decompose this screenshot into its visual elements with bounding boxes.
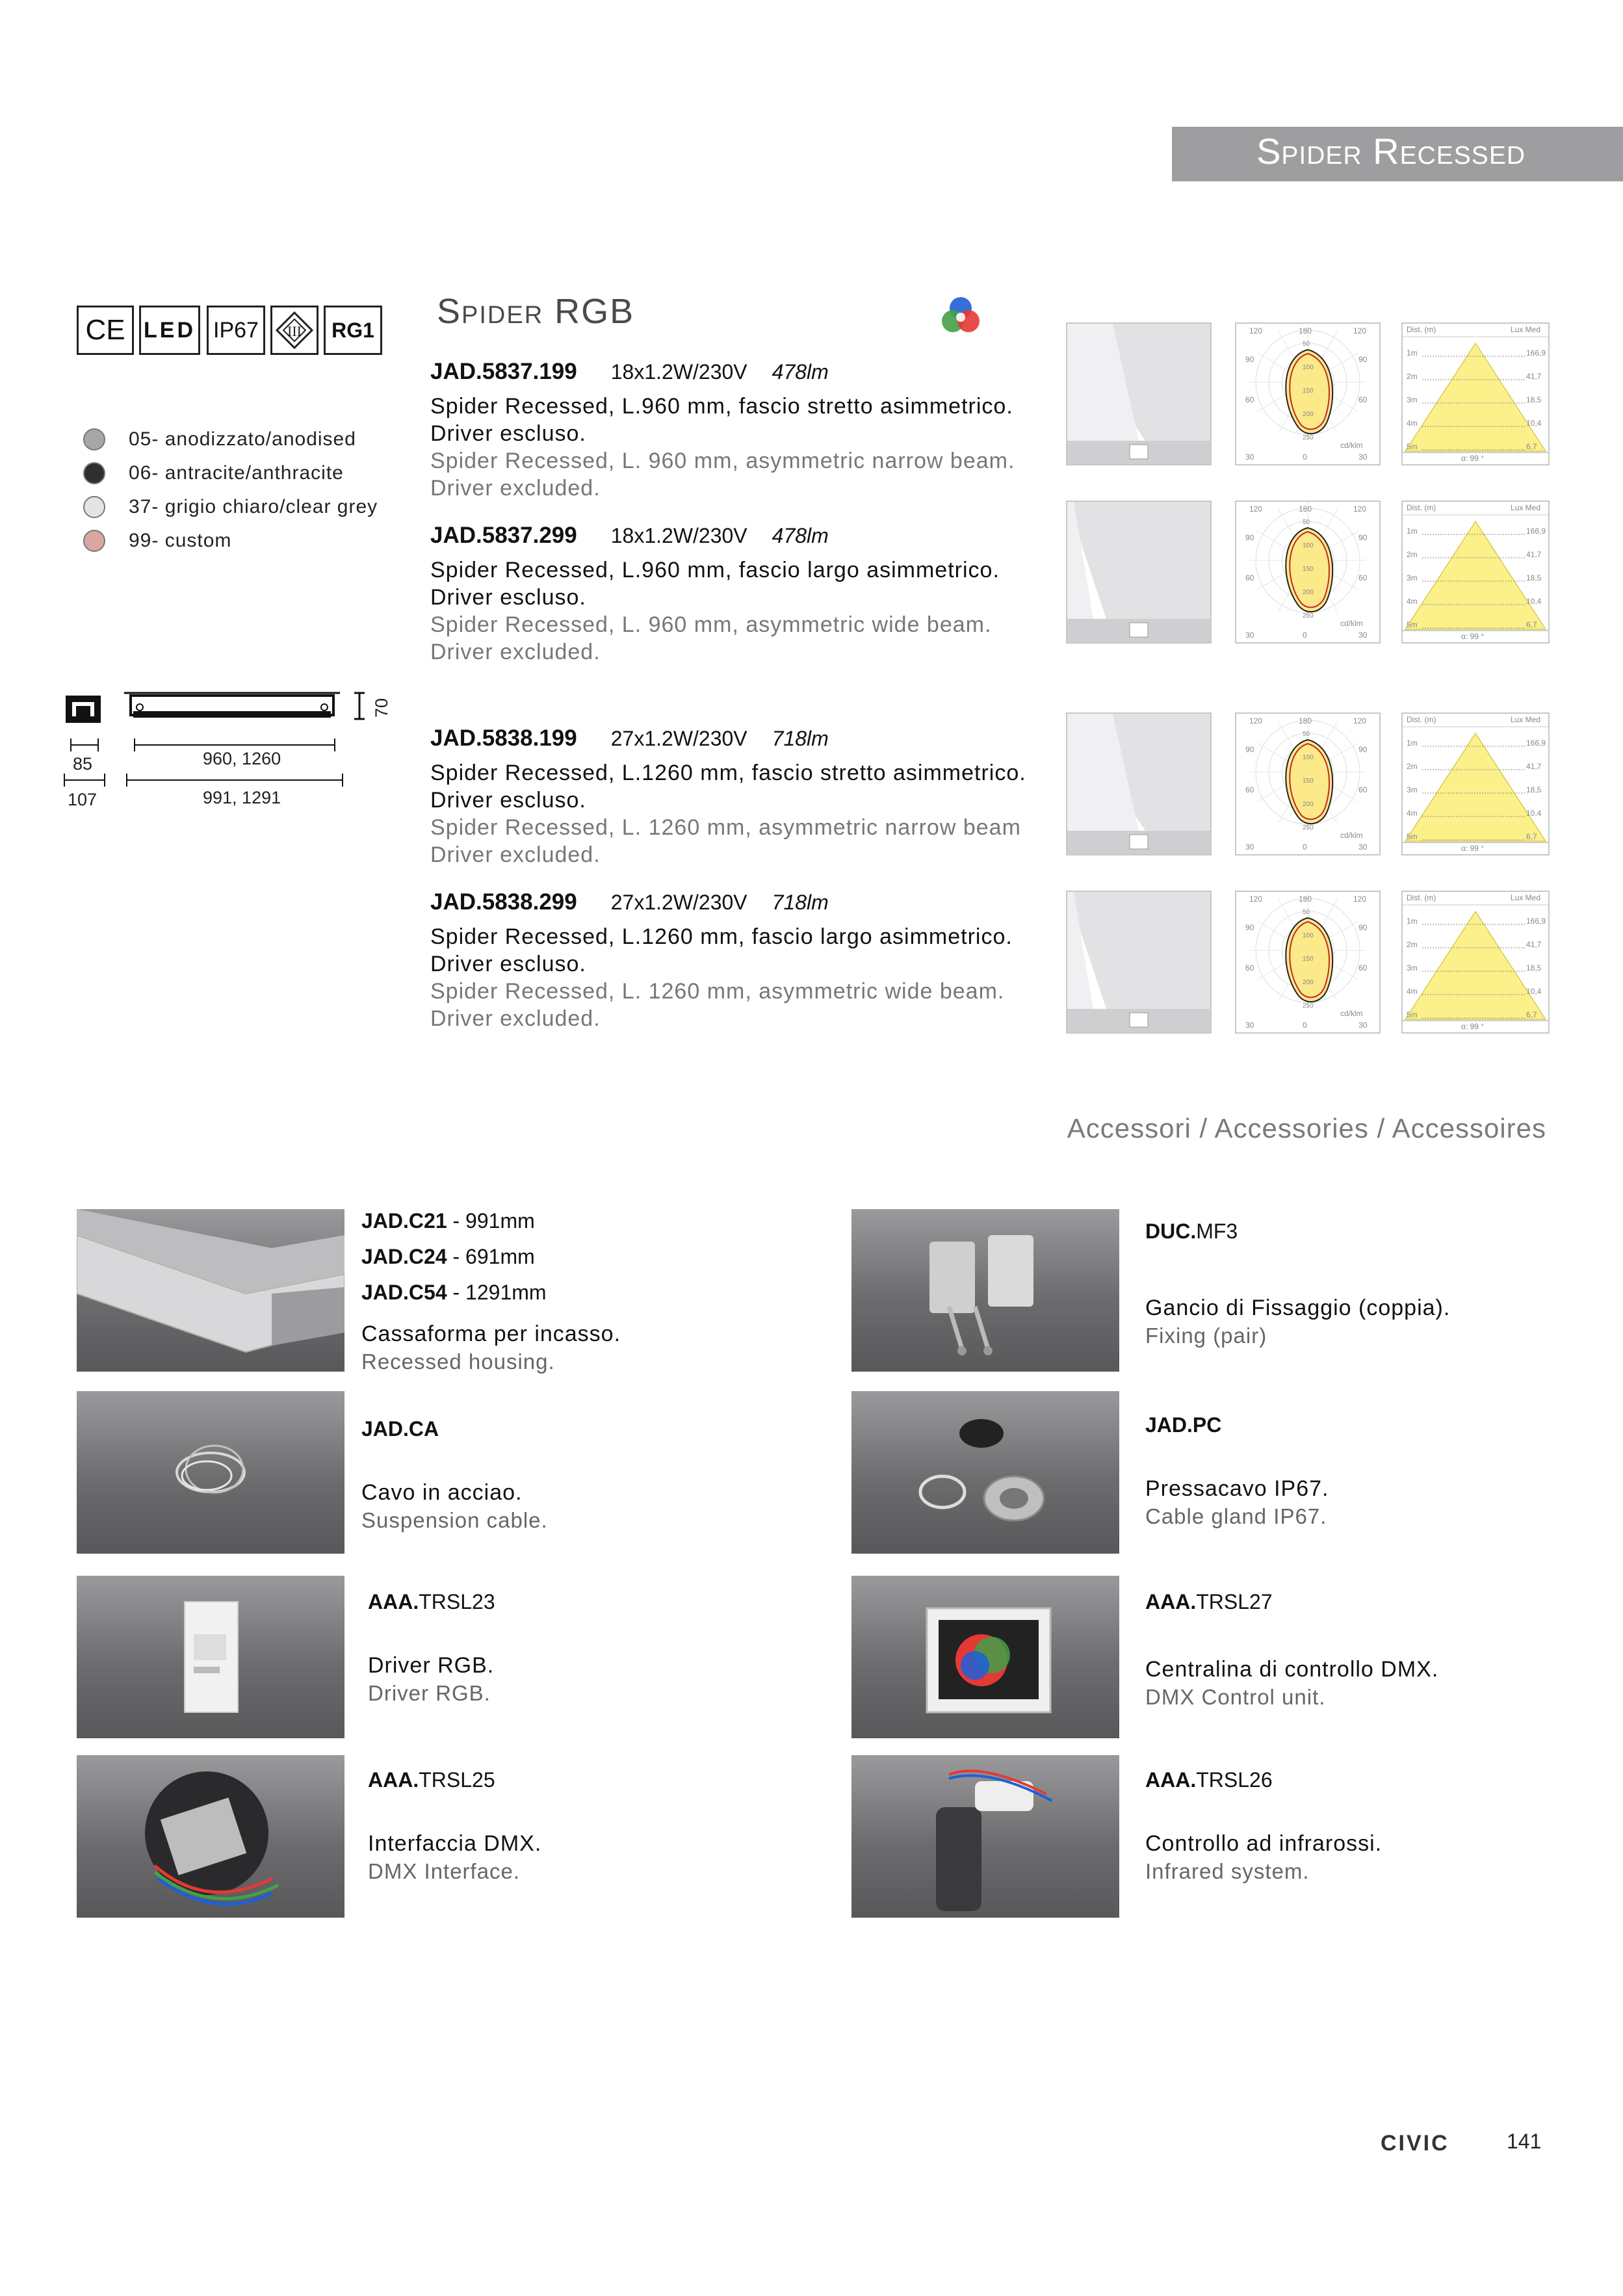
lux-row-distance: 4m xyxy=(1407,987,1418,996)
variant-desc-en: Spider Recessed, L. 960 mm, asymmetric narrow beam. xyxy=(430,449,1015,473)
lux-row-distance: 2m xyxy=(1407,762,1418,771)
accessory-code: JAD.CA xyxy=(361,1417,439,1441)
class-iii-badge xyxy=(270,306,318,355)
polar-unit-label: cd/klm xyxy=(1340,1009,1363,1018)
lux-row-value: 6,7 xyxy=(1526,620,1537,629)
variant-desc-it: Spider Recessed, L.960 mm, fascio stretto asimmetrico. xyxy=(430,394,1013,419)
lux-row-distance: 3m xyxy=(1407,395,1418,404)
dim-height: 70 xyxy=(372,698,391,718)
lux-row-value: 18,5 xyxy=(1526,785,1542,794)
polar-angle-label: 90 xyxy=(1358,533,1368,542)
lux-row-value: 18,5 xyxy=(1526,963,1542,972)
lux-header-distance: Dist. (m) xyxy=(1407,715,1436,724)
variant-spec: 18x1.2W/230V xyxy=(610,360,747,384)
accessory-code: DUC. xyxy=(1145,1220,1197,1243)
polar-ring-label: 150 xyxy=(1303,777,1314,785)
polar-angle-label: 90 xyxy=(1245,355,1254,364)
beam-diagram xyxy=(1066,891,1212,1034)
accessory-desc-en: Infrared system. xyxy=(1145,1859,1310,1883)
accessory-desc-en: Driver RGB. xyxy=(368,1681,491,1705)
variant-lumen: 478lm xyxy=(772,524,829,547)
page-number: 141 xyxy=(1507,2130,1542,2153)
accessory-code: JAD.C24 xyxy=(361,1245,447,1268)
finish-label: 99- custom xyxy=(129,530,232,551)
polar-angle-label: 90 xyxy=(1245,533,1254,542)
accessory-desc-it: Gancio di Fissaggio (coppia). xyxy=(1145,1296,1451,1320)
accessory-code: JAD.C21 xyxy=(361,1209,447,1233)
finish-item xyxy=(83,426,378,452)
finish-item xyxy=(83,528,378,554)
lux-row-distance: 3m xyxy=(1407,573,1418,582)
polar-diagram xyxy=(1235,891,1381,1034)
lux-row-distance: 1m xyxy=(1407,348,1418,358)
polar-ring-label: 250 xyxy=(1303,1002,1314,1010)
polar-angle-label: 180 xyxy=(1299,326,1312,335)
lux-table xyxy=(1401,501,1550,644)
polar-ring-label: 100 xyxy=(1303,542,1314,549)
lux-row-value: 41,7 xyxy=(1526,372,1542,381)
polar-angle-label: 60 xyxy=(1245,573,1254,582)
polar-unit-label: cd/klm xyxy=(1340,619,1363,628)
lux-row-distance: 5m xyxy=(1407,620,1418,629)
lux-row-distance: 1m xyxy=(1407,738,1418,748)
accessory-infrared-system xyxy=(1145,1768,1382,1884)
accessory-suspension-cable xyxy=(361,1417,548,1533)
lux-row-distance: 5m xyxy=(1407,1010,1418,1019)
polar-angle-label: 30 xyxy=(1245,842,1254,852)
polar-ring-label: 100 xyxy=(1303,364,1314,371)
polar-ring-label: 50 xyxy=(1303,731,1310,738)
lux-table xyxy=(1401,712,1550,855)
beam-diagram xyxy=(1066,501,1212,644)
variant-3 xyxy=(430,725,1026,868)
rgb-icon xyxy=(939,294,983,338)
finish-swatch-clear-grey xyxy=(83,496,105,518)
polar-angle-label: 30 xyxy=(1358,1021,1368,1030)
ce-mark-icon: CE xyxy=(77,306,134,355)
variant-desc-it: Driver escluso. xyxy=(430,788,586,813)
variant-lumen: 718lm xyxy=(772,727,829,750)
variant-spec: 27x1.2W/230V xyxy=(610,891,747,914)
accessory-code-suffix: MF3 xyxy=(1196,1220,1238,1243)
polar-angle-label: 60 xyxy=(1245,963,1254,972)
lux-row-value: 10,4 xyxy=(1526,987,1542,996)
accessory-code: AAA. xyxy=(368,1590,419,1613)
polar-angle-label: 120 xyxy=(1353,504,1367,514)
variant-desc-it: Spider Recessed, L.1260 mm, fascio largo asimmetrico. xyxy=(430,924,1013,949)
accessory-code: JAD.C54 xyxy=(361,1281,447,1304)
variant-desc-it: Spider Recessed, L.960 mm, fascio largo asimmetrico. xyxy=(430,558,1000,582)
lux-row-distance: 1m xyxy=(1407,917,1418,926)
lux-angle-label: α: 99 ° xyxy=(1461,454,1485,463)
accessory-dmx-control-unit xyxy=(1145,1590,1438,1710)
lux-row-value: 6,7 xyxy=(1526,832,1537,841)
polar-diagram xyxy=(1235,712,1381,855)
polar-ring-label: 200 xyxy=(1303,411,1314,418)
polar-angle-label: 120 xyxy=(1249,716,1263,725)
variant-1 xyxy=(430,359,1015,502)
accessory-desc-en: DMX Interface. xyxy=(368,1859,521,1883)
polar-angle-label: 30 xyxy=(1358,452,1368,462)
lux-row-value: 18,5 xyxy=(1526,395,1542,404)
lux-angle-label: α: 99 ° xyxy=(1461,1022,1485,1031)
accessory-desc-en: Cable gland IP67. xyxy=(1145,1504,1327,1528)
polar-ring-label: 250 xyxy=(1303,612,1314,620)
accessory-fixing-pair xyxy=(1145,1220,1450,1348)
page-title: Spider Recessed xyxy=(1256,131,1526,172)
polar-angle-label: 0 xyxy=(1303,452,1307,462)
finish-swatch-anodised xyxy=(83,428,105,450)
variant-spec: 18x1.2W/230V xyxy=(610,524,747,547)
finish-label: 06- antracite/anthracite xyxy=(129,462,344,484)
polar-angle-label: 0 xyxy=(1303,631,1307,640)
lux-row-value: 18,5 xyxy=(1526,573,1542,582)
accessory-desc-it: Pressacavo IP67. xyxy=(1145,1476,1329,1501)
polar-angle-label: 90 xyxy=(1358,355,1368,364)
polar-ring-label: 200 xyxy=(1303,979,1314,986)
product-title: Spider RGB xyxy=(437,292,635,331)
accessory-code-suffix: - 691mm xyxy=(447,1245,535,1268)
finish-item xyxy=(83,460,378,486)
polar-ring-label: 100 xyxy=(1303,932,1314,939)
variant-code: JAD.5837.299 xyxy=(430,523,577,548)
accessory-code-suffix: - 991mm xyxy=(447,1209,535,1233)
polar-angle-label: 120 xyxy=(1353,716,1367,725)
accessory-dmx-interface xyxy=(368,1768,541,1884)
polar-ring-label: 150 xyxy=(1303,566,1314,573)
lux-row-distance: 2m xyxy=(1407,940,1418,949)
variant-code: JAD.5837.199 xyxy=(430,359,577,384)
dmx-interface-image xyxy=(77,1755,344,1918)
polar-angle-label: 60 xyxy=(1358,963,1368,972)
variant-desc-en: Driver excluded. xyxy=(430,476,601,501)
beam-diagram xyxy=(1066,322,1212,465)
finish-label: 37- grigio chiaro/clear grey xyxy=(129,496,378,517)
accessory-code-suffix: TRSL23 xyxy=(419,1590,495,1613)
dim-width-small: 85 xyxy=(73,754,93,774)
lux-header-distance: Dist. (m) xyxy=(1407,325,1436,334)
polar-angle-label: 0 xyxy=(1303,1021,1307,1030)
lux-row-distance: 5m xyxy=(1407,442,1418,451)
polar-ring-label: 100 xyxy=(1303,754,1314,761)
polar-angle-label: 90 xyxy=(1245,745,1254,754)
cable-gland-image xyxy=(851,1391,1119,1554)
lux-row-value: 166,9 xyxy=(1526,738,1546,748)
lux-row-value: 10,4 xyxy=(1526,597,1542,606)
dim-width-large: 107 xyxy=(68,790,97,809)
variant-desc-en: Driver excluded. xyxy=(430,640,601,664)
variant-lumen: 478lm xyxy=(772,360,829,384)
accessory-desc-it: Interfaccia DMX. xyxy=(368,1831,542,1856)
variant-desc-it: Driver escluso. xyxy=(430,421,586,446)
lux-row-distance: 2m xyxy=(1407,372,1418,381)
lux-row-value: 41,7 xyxy=(1526,550,1542,559)
variant-desc-en: Spider Recessed, L. 1260 mm, asymmetric narrow beam xyxy=(430,815,1021,840)
accessories-heading: Accessori / Accessories / Accessoires xyxy=(1067,1113,1546,1143)
ip67-badge: IP67 xyxy=(207,306,265,355)
beam-diagram xyxy=(1066,712,1212,855)
accessory-recessed-housing xyxy=(361,1209,621,1374)
accessory-cable-gland xyxy=(1145,1413,1329,1529)
lux-row-value: 6,7 xyxy=(1526,442,1537,451)
class-iii-icon xyxy=(274,310,315,350)
variant-4 xyxy=(430,889,1013,1032)
variant-desc-en: Driver excluded. xyxy=(430,842,601,867)
accessory-code: JAD.PC xyxy=(1145,1413,1222,1437)
lux-row-distance: 4m xyxy=(1407,809,1418,818)
polar-angle-label: 120 xyxy=(1249,326,1263,335)
variant-desc-it: Driver escluso. xyxy=(430,585,586,610)
polar-ring-label: 150 xyxy=(1303,387,1314,395)
lux-row-distance: 3m xyxy=(1407,785,1418,794)
lux-row-value: 6,7 xyxy=(1526,1010,1537,1019)
variant-desc-it: Driver escluso. xyxy=(430,952,586,976)
suspension-cable-image xyxy=(77,1391,344,1554)
lux-header-value: Lux Med xyxy=(1511,325,1541,334)
lux-table xyxy=(1401,891,1550,1034)
polar-unit-label: cd/klm xyxy=(1340,831,1363,840)
lux-row-distance: 3m xyxy=(1407,963,1418,972)
variant-spec: 27x1.2W/230V xyxy=(610,727,747,750)
polar-angle-label: 180 xyxy=(1299,504,1312,514)
polar-angle-label: 60 xyxy=(1358,573,1368,582)
led-badge: LED xyxy=(139,306,200,355)
polar-ring-label: 150 xyxy=(1303,956,1314,963)
polar-diagram xyxy=(1235,501,1381,644)
lux-row-value: 10,4 xyxy=(1526,419,1542,428)
polar-angle-label: 120 xyxy=(1353,894,1367,904)
lux-row-value: 10,4 xyxy=(1526,809,1542,818)
accessory-desc-it: Cavo in acciao. xyxy=(361,1480,523,1505)
dmx-control-unit-image xyxy=(851,1576,1119,1738)
accessory-desc-en: Fixing (pair) xyxy=(1145,1324,1267,1348)
accessory-desc-en: DMX Control unit. xyxy=(1145,1685,1326,1709)
variant-desc-it: Spider Recessed, L.1260 mm, fascio stretto asimmetrico. xyxy=(430,761,1026,785)
variant-2 xyxy=(430,523,1000,666)
accessory-code-suffix: TRSL25 xyxy=(419,1768,495,1792)
accessory-rgb-driver xyxy=(368,1590,495,1706)
polar-angle-label: 60 xyxy=(1245,395,1254,404)
finish-item xyxy=(83,494,378,520)
svg-text:III: III xyxy=(287,323,302,339)
infrared-system-image xyxy=(851,1755,1119,1918)
polar-ring-label: 250 xyxy=(1303,824,1314,831)
polar-unit-label: cd/klm xyxy=(1340,441,1363,450)
finish-swatch-custom xyxy=(83,530,105,552)
lux-row-value: 41,7 xyxy=(1526,762,1542,771)
polar-ring-label: 50 xyxy=(1303,341,1310,348)
finish-label: 05- anodizzato/anodised xyxy=(129,428,356,450)
polar-angle-label: 60 xyxy=(1358,785,1368,794)
polar-angle-label: 0 xyxy=(1303,842,1307,852)
polar-angle-label: 120 xyxy=(1353,326,1367,335)
lux-row-value: 166,9 xyxy=(1526,348,1546,358)
lux-angle-label: α: 99 ° xyxy=(1461,844,1485,853)
lux-header-distance: Dist. (m) xyxy=(1407,503,1436,512)
lux-row-value: 166,9 xyxy=(1526,527,1546,536)
polar-ring-label: 50 xyxy=(1303,519,1310,526)
finish-swatch-anthracite xyxy=(83,462,105,484)
polar-angle-label: 120 xyxy=(1249,504,1263,514)
lux-row-distance: 4m xyxy=(1407,419,1418,428)
accessory-desc-it: Centralina di controllo DMX. xyxy=(1145,1657,1439,1682)
polar-ring-label: 50 xyxy=(1303,909,1310,916)
polar-angle-label: 180 xyxy=(1299,716,1312,725)
accessory-code-suffix: - 1291mm xyxy=(447,1281,547,1304)
polar-angle-label: 30 xyxy=(1245,631,1254,640)
accessory-desc-it: Driver RGB. xyxy=(368,1653,495,1678)
variant-lumen: 718lm xyxy=(772,891,829,914)
polar-angle-label: 30 xyxy=(1245,1021,1254,1030)
accessory-code-suffix: TRSL27 xyxy=(1196,1590,1273,1613)
accessory-code: AAA. xyxy=(1145,1590,1197,1613)
recessed-housing-image xyxy=(77,1209,344,1372)
lux-header-value: Lux Med xyxy=(1511,893,1541,902)
polar-angle-label: 30 xyxy=(1358,631,1368,640)
polar-diagram xyxy=(1235,322,1381,465)
lux-header-value: Lux Med xyxy=(1511,715,1541,724)
accessory-desc-it: Cassaforma per incasso. xyxy=(361,1322,621,1346)
accessory-code-suffix: TRSL26 xyxy=(1196,1768,1273,1792)
lux-row-distance: 2m xyxy=(1407,550,1418,559)
finish-list xyxy=(83,426,378,554)
polar-angle-label: 90 xyxy=(1358,923,1368,932)
polar-angle-label: 60 xyxy=(1245,785,1254,794)
lux-header-distance: Dist. (m) xyxy=(1407,893,1436,902)
variant-desc-en: Spider Recessed, L. 960 mm, asymmetric wide beam. xyxy=(430,612,992,637)
polar-angle-label: 90 xyxy=(1245,923,1254,932)
variant-desc-en: Spider Recessed, L. 1260 mm, asymmetric wide beam. xyxy=(430,979,1005,1004)
polar-angle-label: 120 xyxy=(1249,894,1263,904)
accessory-code: AAA. xyxy=(1145,1768,1197,1792)
lux-table xyxy=(1401,322,1550,465)
brand-logo: CIVIC xyxy=(1381,2131,1449,2156)
polar-angle-label: 30 xyxy=(1245,452,1254,462)
rg1-badge: RG1 xyxy=(324,306,382,355)
accessory-desc-en: Recessed housing. xyxy=(361,1350,555,1374)
rgb-driver-image xyxy=(77,1576,344,1738)
lux-header-value: Lux Med xyxy=(1511,503,1541,512)
accessory-code: AAA. xyxy=(368,1768,419,1792)
polar-ring-label: 200 xyxy=(1303,801,1314,808)
lux-angle-label: α: 99 ° xyxy=(1461,632,1485,641)
polar-angle-label: 60 xyxy=(1358,395,1368,404)
accessory-desc-it: Controllo ad infrarossi. xyxy=(1145,1831,1383,1856)
polar-angle-label: 90 xyxy=(1358,745,1368,754)
variant-code: JAD.5838.199 xyxy=(430,725,577,751)
polar-ring-label: 200 xyxy=(1303,589,1314,596)
dim-length-outer: 991, 1291 xyxy=(203,788,281,807)
accessory-desc-en: Suspension cable. xyxy=(361,1508,548,1532)
variant-desc-en: Driver excluded. xyxy=(430,1006,601,1031)
lux-row-distance: 4m xyxy=(1407,597,1418,606)
polar-angle-label: 180 xyxy=(1299,894,1312,904)
polar-ring-label: 250 xyxy=(1303,434,1314,441)
lux-row-value: 41,7 xyxy=(1526,940,1542,949)
lux-row-value: 166,9 xyxy=(1526,917,1546,926)
variant-code: JAD.5838.299 xyxy=(430,889,577,915)
dim-length-inner: 960, 1260 xyxy=(203,749,281,768)
lux-row-distance: 1m xyxy=(1407,527,1418,536)
fixing-pair-image xyxy=(851,1209,1119,1372)
lux-row-distance: 5m xyxy=(1407,832,1418,841)
polar-angle-label: 30 xyxy=(1358,842,1368,852)
